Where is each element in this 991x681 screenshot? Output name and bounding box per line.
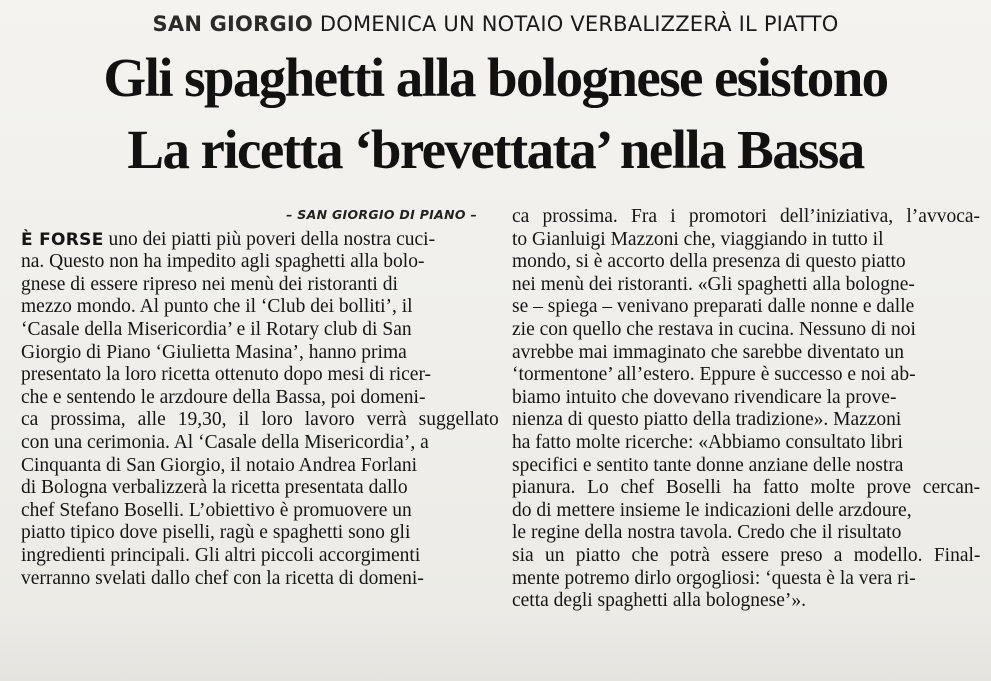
text-line: ‘tormentone’ all’estero. Eppure è successo e noi ab-	[512, 364, 916, 386]
text-line: nienza di questo piatto della tradizione». Mazzoni	[512, 409, 902, 431]
article-kicker	[0, 12, 991, 36]
text-line	[21, 229, 499, 252]
text-line: piatto tipico dove piselli, ragù e spaghetti sono gli	[21, 522, 411, 544]
text-line: mente potremo dirlo orgogliosi: ‘questa è la vera ri-	[512, 567, 916, 589]
text-line: cetta degli spaghetti alla bolognese’».	[512, 590, 807, 612]
text-line: di Bologna verbalizzerà la ricetta presentata dallo	[21, 477, 408, 499]
text-line: che e sentendo le arzdoure della Bassa, poi domeni-	[21, 386, 426, 408]
text-line: mondo, si è accorto della presenza di questo piatto	[512, 251, 906, 273]
text-line: pianura. Lo chef Boselli ha fatto molte prove cercan-	[512, 477, 981, 499]
lead-word: È FORSE	[21, 229, 104, 250]
text-line: Giorgio di Piano ‘Giulietta Masina’, hanno prima	[21, 341, 407, 363]
left-column	[21, 206, 499, 590]
text-line: le regine della nostra tavola. Credo che il risultato	[512, 522, 902, 544]
kicker-text: DOMENICA UN NOTAIO VERBALIZZERÀ IL PIATTO	[319, 12, 839, 36]
text-line: chef Stefano Boselli. L’obiettivo è promuovere un	[21, 499, 412, 521]
text-line: Cinquanta di San Giorgio, il notaio Andrea Forlani	[21, 454, 418, 476]
text-line-content: uno dei piatti più poveri della nostra cuci-	[103, 228, 436, 250]
right-column	[512, 206, 980, 613]
text-line: presentato la loro ricetta ottenuto dopo mesi di ricer-	[21, 364, 432, 386]
text-line: specifici e sentito tante donne anziane delle nostra	[512, 454, 904, 476]
headline-line-1: Gli spaghetti alla bolognese esistono	[103, 47, 888, 108]
text-line: se – spiega – venivano preparati dalle nonne e dalle	[512, 296, 915, 318]
text-line: na. Questo non ha impedito agli spaghetti alla bolo-	[21, 251, 425, 273]
text-line: ca prossima, alle 19,30, il loro lavoro verrà suggellato	[21, 409, 499, 431]
text-line: to Gianluigi Mazzoni che, viaggiando in tutto il	[512, 228, 884, 250]
text-line: verranno svelati dallo chef con la ricetta di domeni-	[21, 567, 424, 589]
text-line: avrebbe mai immaginato che sarebbe diventato un	[512, 341, 905, 363]
paper-shadow	[0, 612, 991, 681]
byline: – SAN GIORGIO DI PIANO –	[286, 207, 477, 222]
kicker-place: SAN GIORGIO	[152, 12, 313, 36]
text-line: ingredienti principali. Gli altri piccoli accorgimenti	[21, 544, 421, 566]
text-line: sia un piatto che potrà essere preso a modello. Final-	[512, 544, 981, 566]
headline-line-2: La ricetta ‘brevettata’ nella Bassa	[127, 119, 864, 180]
text-line: ca prossima. Fra i promotori dell’iniziativa, l’avvoca-	[512, 206, 981, 227]
text-line: gnese di essere ripreso nei menù dei ristoranti di	[21, 273, 398, 295]
text-line: ha fatto molte ricerche: «Abbiamo consultato libri	[512, 431, 903, 453]
text-line: ‘Casale della Misericordia’ e il Rotary club di San	[21, 318, 412, 340]
text-line: con una cerimonia. Al ‘Casale della Misericordia’, a	[21, 431, 429, 453]
text-line: nei menù dei ristoranti. «Gli spaghetti alla bologne-	[512, 273, 915, 295]
text-line: mezzo mondo. Al punto che il ‘Club dei bolliti’, il	[21, 296, 413, 318]
text-line: biamo intuito che dovevano rivendicare la prove-	[512, 386, 897, 408]
text-line: zie con quello che restava in cucina. Nessuno di noi	[512, 318, 916, 340]
text-line: do di mettere insieme le indicazioni delle arzdoure,	[512, 499, 912, 521]
